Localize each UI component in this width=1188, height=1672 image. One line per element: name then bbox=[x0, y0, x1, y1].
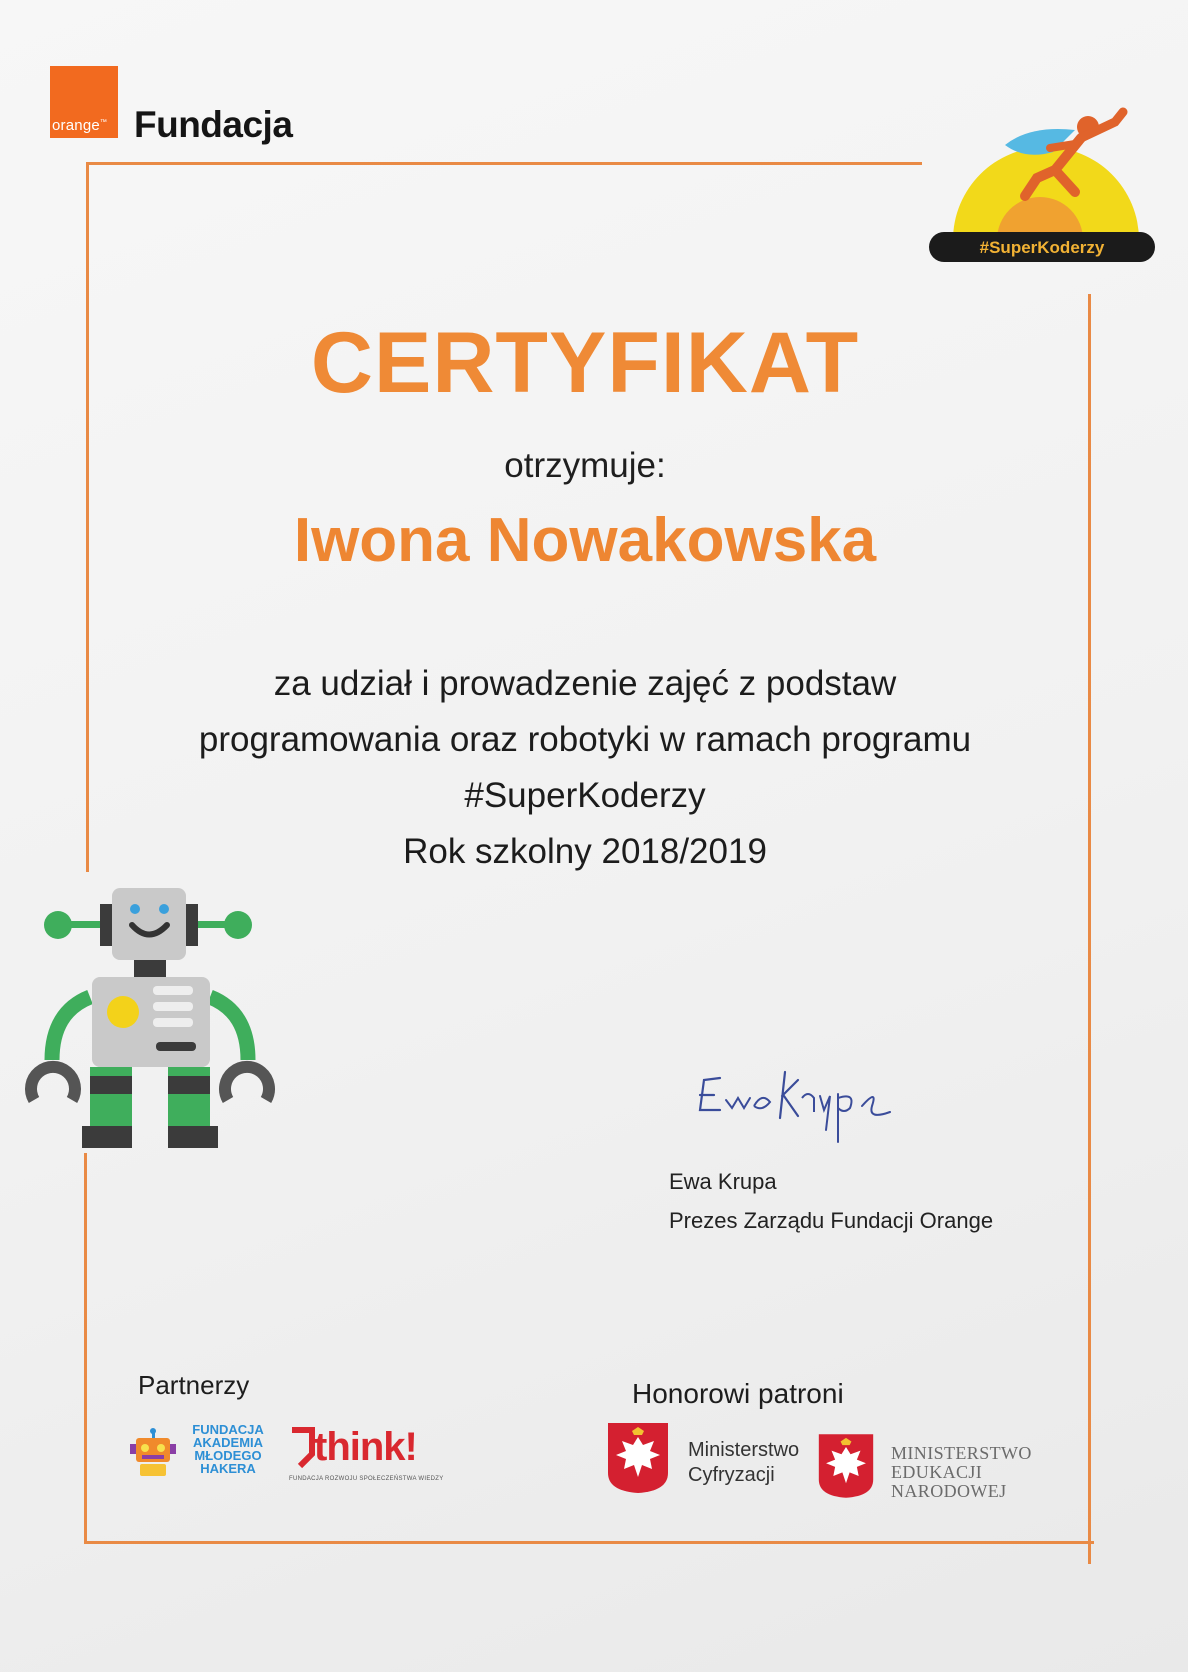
akademia-mlodego-hakera-logo bbox=[183, 1423, 273, 1475]
frame-top bbox=[86, 162, 922, 165]
body-line: Rok szkolny 2018/2019 bbox=[403, 832, 767, 871]
amh-line: HAKERA bbox=[200, 1461, 256, 1476]
partners-heading: Partnerzy bbox=[138, 1370, 250, 1400]
certificate-title: CERTYFIKAT bbox=[310, 315, 860, 411]
signature-text: Ewa Krupa bbox=[690, 1050, 695, 1051]
signer-name: Ewa Krupa bbox=[669, 1169, 777, 1194]
recipient-name: Iwona Nowakowska bbox=[293, 506, 877, 575]
ministry-line: NARODOWEJ bbox=[891, 1481, 1007, 1501]
patrons-heading: Honorowi patroni bbox=[632, 1378, 844, 1409]
fundacja-logo-text: Fundacja bbox=[134, 104, 293, 145]
frame-right bbox=[1088, 294, 1091, 1564]
receives-label: otrzymuje: bbox=[504, 446, 666, 485]
frame-left-upper bbox=[86, 162, 89, 872]
superkoderzy-badge bbox=[925, 100, 1170, 270]
robot-illustration-icon bbox=[10, 882, 290, 1152]
orange-logo-text: orange™ bbox=[52, 117, 108, 134]
frame-left-lower bbox=[84, 1153, 87, 1543]
akademia-mlodego-hakera-robot-icon bbox=[126, 1428, 186, 1478]
think-logo-subtitle: FUNDACJA ROZWOJU SPOŁECZEŃSTWA WIEDZY bbox=[289, 1476, 444, 1482]
ministerstwo-cyfryzacji-logo bbox=[688, 1438, 799, 1488]
badge-label: #SuperKoderzy bbox=[979, 238, 1105, 257]
think-logo-text: think! bbox=[314, 1425, 417, 1469]
polish-eagle-emblem-icon bbox=[606, 1421, 670, 1495]
signer-role: Prezes Zarządu Fundacji Orange bbox=[669, 1208, 994, 1233]
body-line: #SuperKoderzy bbox=[464, 776, 706, 815]
ministry-line: MINISTERSTWO bbox=[891, 1443, 1032, 1463]
amh-line: FUNDACJA bbox=[192, 1422, 264, 1437]
amh-line: AKADEMIA bbox=[192, 1435, 264, 1450]
ministerstwo-edukacji-logo bbox=[891, 1444, 1032, 1501]
frame-bottom bbox=[84, 1541, 1094, 1544]
body-line: za udział i prowadzenie zajęć z podstaw bbox=[273, 664, 897, 703]
polish-eagle-emblem-icon bbox=[817, 1432, 875, 1500]
amh-line: MŁODEGO bbox=[194, 1448, 262, 1463]
ministry-line: EDUKACJI bbox=[891, 1462, 983, 1482]
think-logo-bracket-icon bbox=[290, 1426, 316, 1470]
ministry-line: Ministerstwo bbox=[688, 1439, 800, 1461]
certificate-body bbox=[120, 656, 1050, 880]
handwritten-signature bbox=[690, 1050, 920, 1160]
body-line: programowania oraz robotyki w ramach programu bbox=[198, 720, 972, 759]
ministry-line: Cyfryzacji bbox=[688, 1464, 775, 1486]
